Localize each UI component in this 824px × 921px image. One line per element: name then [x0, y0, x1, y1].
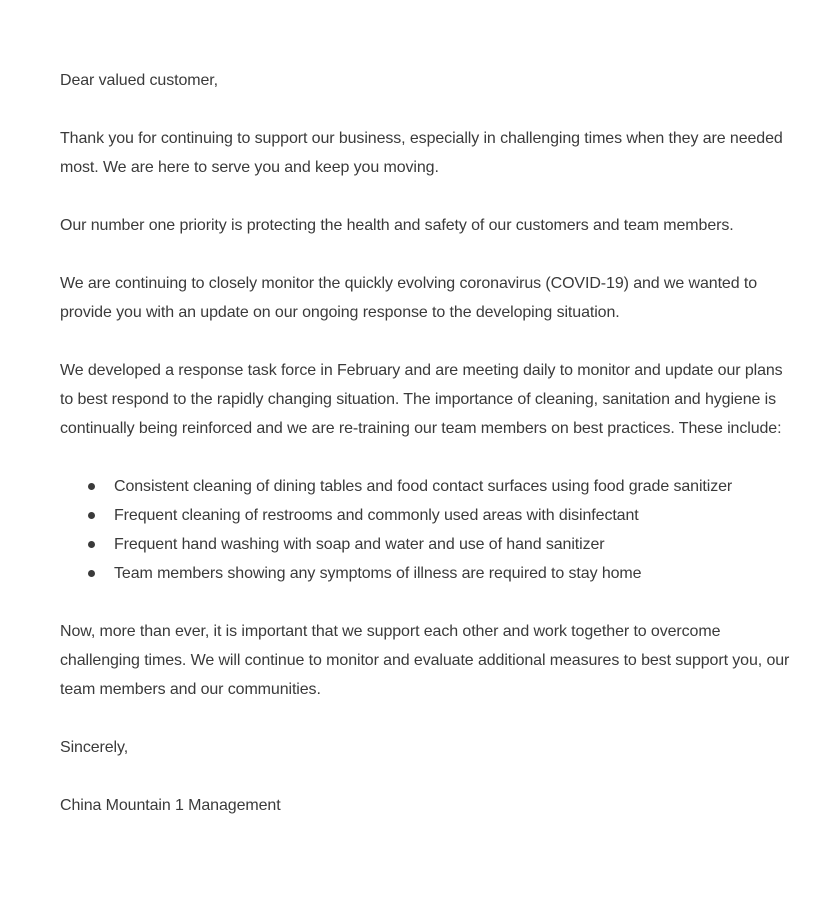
list-item	[60, 472, 800, 501]
signature: China Mountain 1 Management	[60, 797, 281, 814]
bullet-icon	[88, 512, 95, 519]
paragraph-covid-update: We are continuing to closely monitor the quickly evolving coronavirus (COVID-19) and we wanted to provide you with an update on our ongoing response to the developing situation.	[60, 275, 758, 321]
paragraph-thank-you: Thank you for continuing to support our business, especially in challenging times when they are needed most. We are here to serve you and keep you moving.	[60, 130, 783, 176]
letter-body	[60, 66, 800, 849]
signoff: Sincerely,	[60, 739, 129, 756]
paragraph-task-force: We developed a response task force in February and are meeting daily to monitor and update our plans to best respond to the rapidly changing situation. The importance of cleaning, sanitation and hygiene is continually being reinforced and we are re-training our team members on best practices. These include:	[60, 362, 783, 437]
list-item-text: Frequent cleaning of restrooms and commonly used areas with disinfectant	[114, 507, 639, 524]
closing-paragraph: Now, more than ever, it is important that we support each other and work together to overcome challenging times. We will continue to monitor and evaluate additional measures to best support you, our team members and our communities.	[60, 623, 790, 698]
bullet-icon	[88, 570, 95, 577]
paragraph-priority: Our number one priority is protecting the health and safety of our customers and team members.	[60, 217, 734, 234]
greeting: Dear valued customer,	[60, 72, 218, 89]
list-item-text: Consistent cleaning of dining tables and food contact surfaces using food grade sanitizer	[114, 478, 733, 495]
list-item	[60, 530, 800, 559]
list-item	[60, 559, 800, 588]
list-item-text: Team members showing any symptoms of illness are required to stay home	[114, 565, 642, 582]
list-item-text: Frequent hand washing with soap and water and use of hand sanitizer	[114, 536, 605, 553]
bullet-icon	[88, 483, 95, 490]
list-item	[60, 501, 800, 530]
bullet-icon	[88, 541, 95, 548]
practices-list	[60, 472, 800, 588]
